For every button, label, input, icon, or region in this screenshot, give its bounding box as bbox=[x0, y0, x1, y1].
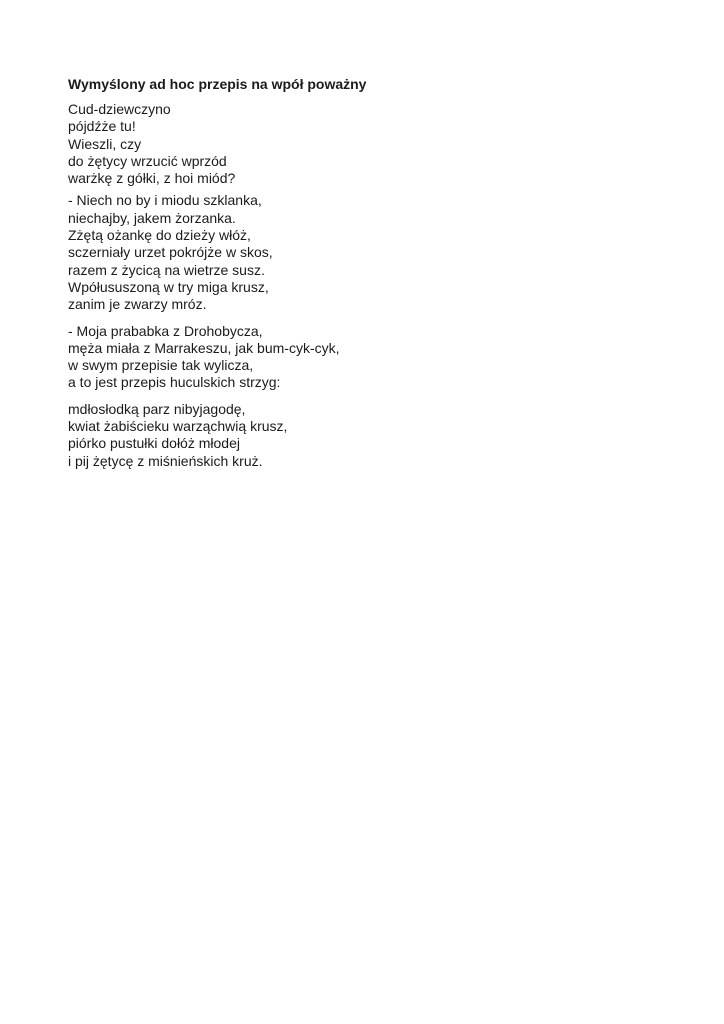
stanza-1 bbox=[68, 101, 668, 187]
verse-line: - Moja prababka z Drohobycza, bbox=[68, 322, 263, 339]
verse-line: - Niech no by i miodu szklanka, bbox=[68, 192, 262, 209]
stanza-3 bbox=[68, 323, 668, 392]
stanza-4 bbox=[68, 401, 668, 470]
verse-line: Cud-dziewczyno bbox=[68, 101, 171, 117]
stanza-2 bbox=[68, 192, 668, 313]
verse-line: Zżętą ożankę do dzieży włóż, bbox=[68, 227, 251, 244]
verse-line: razem z życicą na wietrze susz. bbox=[68, 261, 265, 278]
verse-line: Wieszli, czy bbox=[68, 135, 142, 152]
verse-line: mdłosłodką parz nibyjagodę, bbox=[68, 400, 246, 417]
verse-line: a to jest przepis huculskich strzyg: bbox=[68, 374, 281, 391]
verse-line: warżkę z gółki, z hoi miód? bbox=[68, 170, 236, 187]
document-title: Wymyślony ad hoc przepis na wpół poważny bbox=[68, 76, 367, 92]
verse-line: sczerniały urzet pokrójże w skos, bbox=[68, 244, 273, 261]
verse-line: kwiat żabiścieku warząchwią krusz, bbox=[68, 418, 288, 435]
document-page bbox=[68, 75, 668, 470]
verse-line: pójdźże tu! bbox=[68, 118, 136, 135]
verse-line: niechajby, jakem żorzanka. bbox=[68, 209, 236, 226]
verse-line: i pij żętycę z miśnieńskich kruż. bbox=[68, 452, 263, 469]
verse-line: do żętycy wrzucić wprzód bbox=[68, 152, 227, 169]
verse-line: Wpółususzoną w try miga krusz, bbox=[68, 278, 269, 295]
verse-line: zanim je zwarzy mróz. bbox=[68, 296, 207, 313]
verse-line: męża miała z Marrakeszu, jak bum-cyk-cyk, bbox=[68, 339, 340, 356]
verse-line: piórko pustułki dołóż młodej bbox=[68, 435, 240, 452]
verse-line: w swym przepisie tak wylicza, bbox=[68, 357, 254, 374]
